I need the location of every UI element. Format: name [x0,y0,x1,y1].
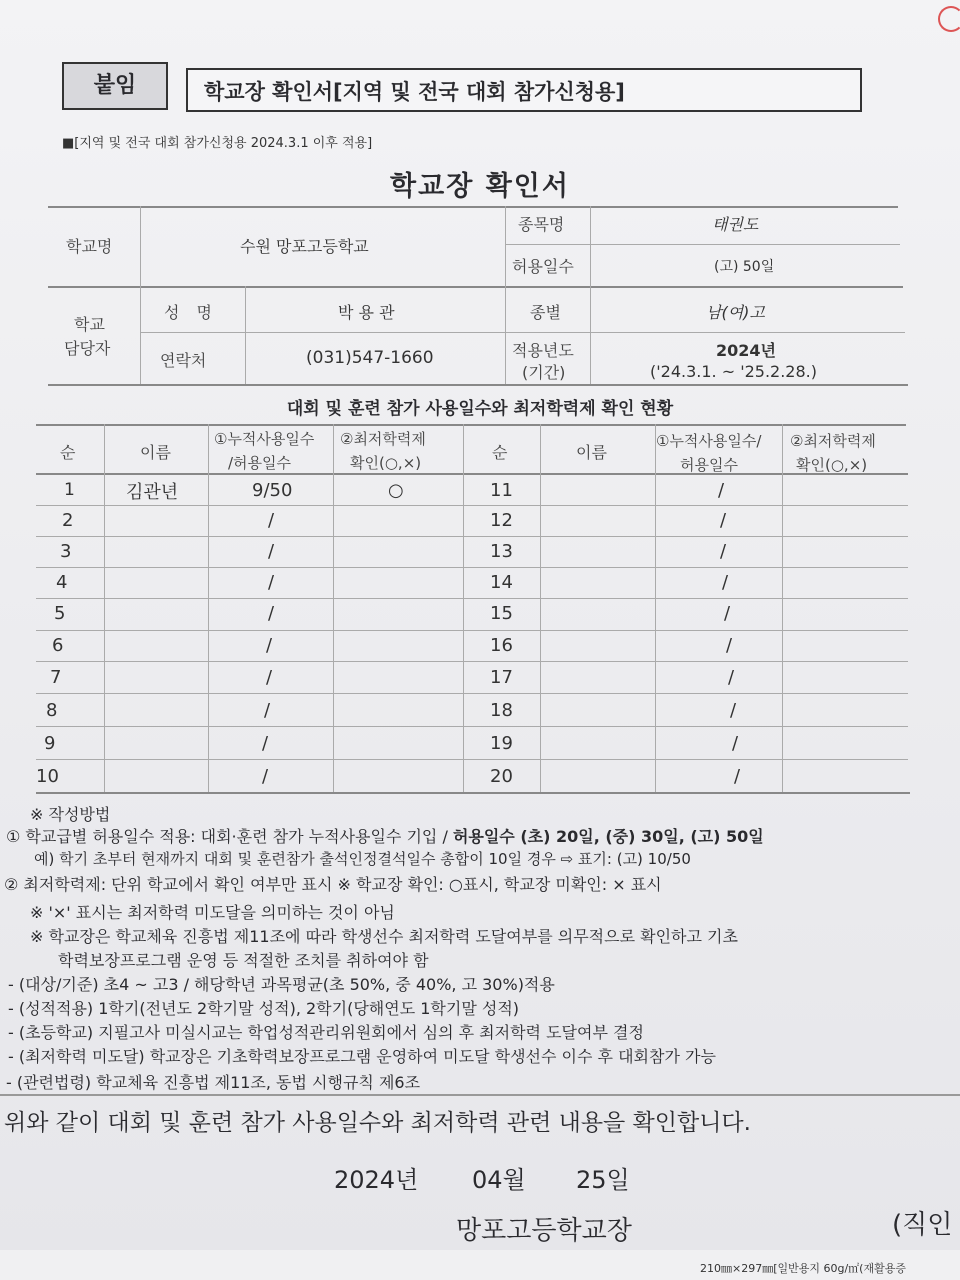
paper-spec: 210㎜×297㎜[일반용지 60g/㎡(재활용증 [700,1262,906,1275]
confirm-year: 2024년 [334,1166,419,1194]
table-row-line [36,598,908,599]
table-col-line [104,424,105,792]
detail-grades: - (성적적용) 1학기(전년도 2학기말 성적), 2학기(당해연도 1학기말 성적) [8,999,520,1018]
confirm-day: 25일 [576,1166,630,1194]
row-no-right: 20 [490,766,513,787]
table-row-line [36,661,908,662]
row-no-right: 13 [490,541,513,562]
row-days: 9/50 [252,480,293,501]
person-name-value: 박 용 관 [338,303,395,322]
table-border-bottom [36,792,910,794]
table-row-line [36,693,908,694]
info-border-top [48,206,898,208]
row-days: / [264,700,271,721]
table-row-line [36,536,908,537]
table-row-line [36,630,908,631]
row-no: 8 [46,700,58,721]
row-days-right: / [724,603,731,624]
confirm-month: 04월 [472,1166,526,1194]
row-name: 김관년 [126,482,179,503]
col-header-check-2: 확인(○,×) [350,454,422,472]
row-days: / [268,572,275,593]
note-min-academic: ② 최저학력제: 단위 학교에서 확인 여부만 표시 ※ 학교장 확인: ○표시, 학교장 미확인: × 표시 [4,875,662,894]
table-col-line [540,424,541,792]
row-days: / [268,541,275,562]
col-header-days-right-2: 허용일수 [680,456,738,474]
contact-label: 연락처 [160,351,207,370]
row-days: / [262,766,269,787]
manager-label-line1: 학교 [74,315,105,334]
detail-elementary: - (초등학교) 지필고사 미실시교는 학업성적관리위원회에서 심의 후 최저학력 도달여부 결정 [8,1023,644,1042]
detail-target: - (대상/기준) 초4 ~ 고3 / 해당학년 과목평균(초 50%, 중 40%, 고 30%)적용 [8,975,555,994]
row-no: 10 [36,766,59,787]
row-days-right: / [732,733,739,754]
applicability-note: ■[지역 및 전국 대회 참가신청용 2024.3.1 이후 적용] [62,136,373,151]
row-no: 1 [64,480,75,500]
year-value: 2024년 [716,341,776,360]
period-value: ('24.3.1. ~ '25.2.28.) [650,362,817,381]
row-days-right: / [718,480,725,501]
detail-laws: - (관련법령) 학교체육 진흥법 제11조, 동법 시행규칙 제6조 [6,1073,421,1092]
row-days: / [266,667,273,688]
info-col-line [590,206,591,384]
period-label-line2: (기간) [522,363,566,382]
table-col-line [782,424,783,792]
col-header-no-right: 순 [492,443,508,462]
row-check: ○ [388,480,404,501]
notes-heading: ※ 작성방법 [30,805,111,824]
info-col-line [505,206,506,384]
table-border-top [36,424,906,426]
row-no-right: 18 [490,700,513,721]
attachment-badge: 붙임 [62,62,168,110]
principal-title: 망포고등학교장 [456,1216,632,1246]
row-days: / [268,510,275,531]
row-days-right: / [720,541,727,562]
col-header-no: 순 [60,443,76,462]
gender-label: 종별 [530,303,561,322]
table-row-line [36,505,908,506]
row-no: 5 [54,603,66,624]
row-days-right: / [730,700,737,721]
table-col-line [333,424,334,792]
row-no-right: 12 [490,510,513,531]
manager-label-line2: 담당자 [64,339,111,358]
table-header-line [36,473,908,475]
school-name-label: 학교명 [66,237,113,256]
col-header-check-right-1: ②최저학력제 [790,432,876,450]
row-days-right: / [728,667,735,688]
table-row-line [36,759,908,760]
col-header-check-right-2: 확인(○,×) [796,456,868,474]
table-row-line [36,567,908,568]
row-days-right: / [722,572,729,593]
row-no: 2 [62,510,74,531]
note-allowed-days-bold: 허용일수 (초) 20일, (중) 30일, (고) 50일 [452,827,764,846]
row-days-right: / [726,635,733,656]
table-col-line [463,424,464,792]
col-header-check-1: ②최저학력제 [340,430,426,448]
row-no-right: 14 [490,572,513,593]
col-header-days-2: /허용일수 [228,454,292,472]
row-no: 7 [50,667,62,688]
col-header-name-right: 이름 [576,443,607,462]
row-no: 4 [56,572,68,593]
row-no-right: 17 [490,667,513,688]
note-example: 예) 학기 초부터 현재까지 대회 및 훈련참가 출석인정결석일수 총합이 10일 경우 ⇨ 표기: (고) 10/50 [34,850,691,868]
col-header-days-1: ①누적사용일수 [214,430,315,448]
corner-mark-icon [938,6,960,32]
row-no-right: 15 [490,603,513,624]
sport-label: 종목명 [518,215,565,234]
row-days-right: / [720,510,727,531]
period-label-line1: 적용년도 [512,341,574,360]
row-no-right: 19 [490,733,513,754]
school-name-value: 수원 망포고등학교 [240,237,369,256]
col-header-days-right-1: ①누적사용일수/ [656,432,762,450]
info-col-line [140,206,141,384]
table-col-line [208,424,209,792]
confirm-statement: 위와 같이 대회 및 훈련 참가 사용일수와 최저학력 관련 내용을 확인합니다. [4,1110,751,1136]
info-divider [48,286,903,288]
status-section-title: 대회 및 훈련 참가 사용일수와 최저학력제 확인 현황 [286,399,674,419]
info-divider [505,244,900,245]
note-principal-duty: ※ 학교장은 학교체육 진흥법 제11조에 따라 학생선수 최저학력 도달여부를 의무적으로 확인하고 기초 [30,927,738,946]
row-no: 3 [60,541,72,562]
sport-value: 태권도 [712,215,759,234]
row-no-right: 16 [490,635,513,656]
table-row-line [36,726,908,727]
row-no: 6 [52,635,64,656]
person-name-label: 성 명 [164,303,218,322]
row-no-right: 11 [490,480,513,501]
col-header-name: 이름 [140,443,171,462]
note-allowed-days-text: ① 학교급별 허용일수 적용: 대회·훈련 참가 누적사용일수 기입 / [6,827,453,846]
allowed-days-label: 허용일수 [512,257,574,276]
document-header-title: 학교장 확인서[지역 및 전국 대회 참가신청용] [186,68,862,112]
info-divider [140,332,905,333]
confirm-divider [0,1094,960,1096]
official-seal-mark: (직인 [892,1210,953,1240]
table-col-line [655,424,656,792]
info-border-bottom [48,384,908,386]
note-allowed-days [6,824,764,847]
row-days: / [266,635,273,656]
row-days: / [262,733,269,754]
row-days: / [268,603,275,624]
row-days-right: / [734,766,741,787]
allowed-days-value: (고) 50일 [714,259,775,275]
row-no: 9 [44,733,56,754]
info-col-line [245,286,246,384]
note-principal-duty-cont: 학력보장프로그램 운영 등 적절한 조치를 취하여야 함 [58,951,429,970]
contact-value: (031)547-1660 [306,348,434,368]
gender-value: 남(여)고 [706,303,765,322]
note-x-meaning: ※ '×' 표시는 최저학력 미도달을 의미하는 것이 아님 [30,903,395,922]
form-title: 학교장 확인서 [390,171,570,202]
detail-not-reached: - (최저학력 미도달) 학교장은 기초학력보장프로그램 운영하여 미도달 학생선수 이수 후 대회참가 가능 [8,1047,716,1066]
